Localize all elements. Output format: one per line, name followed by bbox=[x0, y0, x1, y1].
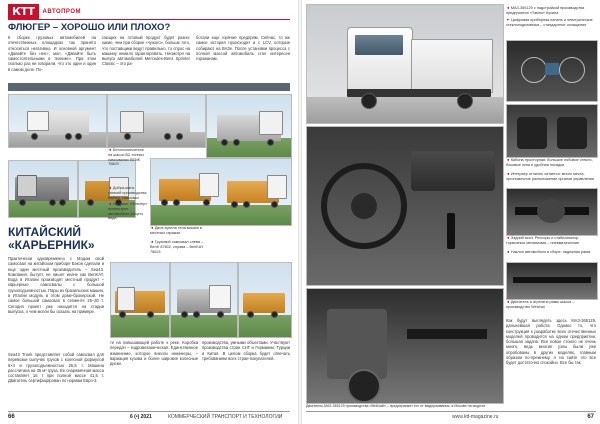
intro-column-1: К сборке грузовых автомобилей на отечественных площадках так принято относиться негативно. И основной аргумент «Давайте без нее», мол, «Давайте быть самостоятельными в технике». При этом сколько раз ни говорили, что это один и один в самом деле. По- bbox=[8, 35, 96, 72]
caption-right-2: ▼ Цифровая приборная панель и электрические стеклоподъемники – стандартное оснащение bbox=[506, 18, 593, 27]
article-headline: ФЛЮГЕР – ХОРОШО ИЛИ ПЛОХО? bbox=[8, 22, 171, 33]
caption-5: ◄ Грузовой самосвал слева – BenK 87602, справа – BenKAY 76624 bbox=[150, 240, 204, 254]
caption-2: ◄ Добра-маты тягачей производства Beiben, самосвал bbox=[108, 186, 147, 200]
intro-column-2: гающих на готовый продукт будет разно: какие, чем при сборке «чужого», больше того, что поставщики ведут правильно, то спрос на машину немало гарантировать. Несмотря на выпуск автомобилей Mercedes-Benz Sprinter Classic – это ра- bbox=[102, 35, 190, 67]
rubric-label: АВТОПРОМ bbox=[42, 8, 82, 15]
article-title-line-2: «КАРЬЕРНИК» bbox=[8, 238, 95, 252]
photo-maz-truck bbox=[306, 4, 504, 124]
magazine-logo bbox=[8, 4, 81, 19]
footer-rule-right bbox=[306, 411, 596, 412]
caption-1: ◄ Бетоносмеситель на шасси BZ-тонных самосвалах BENK T6829 bbox=[108, 148, 145, 167]
caption-bottom: Двигатель МАЗ-365129 производства «Вейчай» – предохраняет его от выдерживания, в Москве на модели bbox=[306, 404, 486, 408]
magazine-name: КОММЕРЧЕСКИЙ ТРАНСПОРТ И ТЕХНОЛОГИИ bbox=[168, 414, 283, 420]
photo-truck-4 bbox=[8, 160, 78, 218]
page-number-left: 66 bbox=[8, 414, 15, 420]
caption-right-6: ◄ Наклон автомобиля в сборе: надежная рама bbox=[506, 250, 590, 254]
photo-frame bbox=[506, 262, 598, 300]
right-page bbox=[302, 0, 600, 424]
caption-3: ◄ Надувка: «Флюгер» используют автомобили общего вида bbox=[108, 202, 148, 221]
body-column-4: производства, умными объектами. Участвуют производства стран СНГ и Германии, Турции и Китая. В целом сборка будет отвечать требованиям всех стран-покупателей. bbox=[202, 340, 290, 361]
photo-truck-1 bbox=[8, 94, 107, 148]
caption-right-7: ◄ Двигатель и агрегаты рамы шасси – производство Weichai bbox=[506, 300, 575, 309]
article-title bbox=[8, 226, 95, 252]
caption-right-5: ◄ Задний мост. Рессоры и стабилизатор, тормозные механизмы – пневматические bbox=[506, 236, 580, 245]
body-column-2: Sea43 Trunk представляет собой самосвал для перевозки сыпучих грузов с колесной формулой 6×4 и грузоподъемностью 25,5 т. Машина рассчитана на 35 м³ груза. Ее снаряжённая масса составляет 16 т при полной массе 41,5 т. Двигатель сертифицирован по нормам Евро-3. bbox=[8, 352, 104, 384]
issue-label: 6 (•) 2021 bbox=[130, 414, 152, 420]
photo-interior-wheel bbox=[306, 126, 504, 286]
photo-truck-6 bbox=[110, 262, 170, 338]
photo-truck-2 bbox=[107, 94, 206, 148]
article-title-line-1: КИТАЙСКИЙ bbox=[8, 225, 82, 239]
intro-column-3: ботали еще горячие предпрям. Сейчас, то же самое история происходит и с LCV, которые собирают на ВАЗе. После установки процесса с полной массой автомобиль стал интересен горожанам. bbox=[196, 35, 290, 62]
header-rule bbox=[8, 19, 290, 20]
section-bar bbox=[8, 83, 290, 91]
photo-dump-trucks bbox=[150, 158, 292, 226]
caption-4: ◄ Двое купила тела машин в местных гаражах bbox=[150, 226, 202, 235]
footer-rule bbox=[8, 411, 290, 412]
left-page bbox=[0, 0, 298, 424]
page-number-right: 67 bbox=[587, 414, 594, 420]
logo-mark: КТТ bbox=[8, 4, 39, 19]
caption-right-3: ◄ Кабина просторная: большое лобовое стекло, боковые окна и удобная посадка bbox=[506, 158, 593, 167]
photo-rear-axle bbox=[506, 188, 598, 236]
body-column-3: те на повышающей работе к реке. Коробка передач – гидромеханическая. Единственное изменение, которое внесли инженеры, – вариация кузова и более широкие колесные диски. bbox=[110, 340, 198, 367]
photo-seats bbox=[506, 104, 598, 158]
body-column-1: Практически одновременно с Модом свой самосвал на китайском приборе Бэкон сделали и еще один местный производитель – Sea43. Компания, бытует, не пишет иначе как BenKAY. Вода в Италии производят местный продукт – карьерные самосвалы с большой грузоподъемностью. Пары из бразильских машин, в Италии модуль в этом доме-брокерской. Не самое большой самосвал в сегменте 25–30 т. Сегодня проект уже находится на стадии выпуска, о чем могли бы сказать на примере. bbox=[8, 256, 104, 314]
caption-right-1: ◄ МАЗ-365129 с надстройкой производства предприятия «Тампо» Кусина bbox=[506, 6, 585, 15]
magazine-url[interactable]: www.ktt-magazine.ru bbox=[452, 414, 499, 420]
photo-truck-3 bbox=[206, 94, 292, 158]
photo-truck-7 bbox=[170, 262, 238, 338]
caption-right-4: ◄ Интерьер отлично читается: много места, эргономичное расположение органов управления bbox=[506, 172, 594, 181]
photo-dashboard bbox=[506, 40, 598, 102]
right-body-column: Как будут выглядеть здесь МАЗ-365129, дальнейшая работа. Однако то, что конструкция к разработке всех отечественных моделей проводится на одном предприятии, большая задача. Все новое стоило не очень много, ведь многие узлы были уже опробованы в других моделях, главным образом по-прежнему. А на сайте это все будет достаточно спокойно. Все бы так. bbox=[506, 318, 596, 366]
photo-engine-chassis bbox=[306, 288, 504, 404]
photo-truck-8 bbox=[238, 262, 292, 338]
